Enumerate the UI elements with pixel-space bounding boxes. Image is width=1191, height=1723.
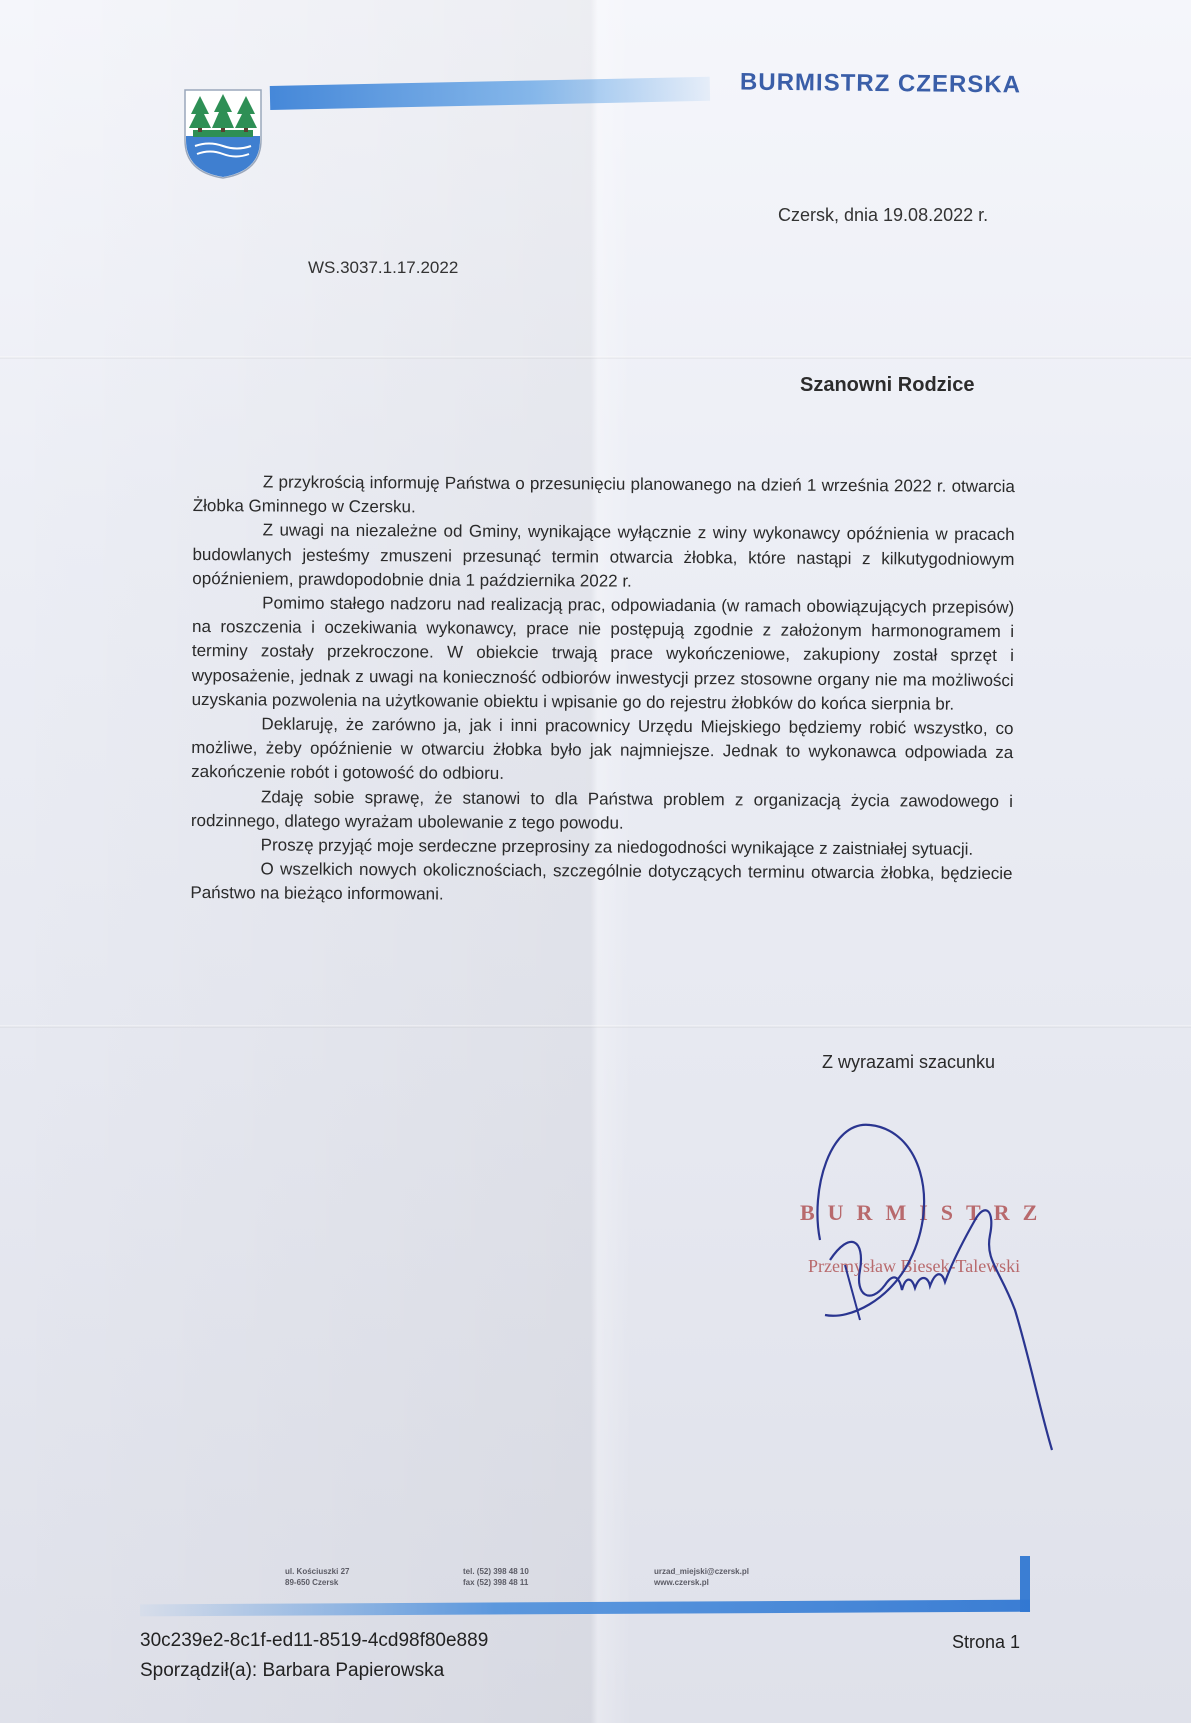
coat-of-arms-icon (183, 88, 263, 180)
footer-address (285, 1566, 349, 1588)
paragraph: Zdaję sobie sprawę, że stanowi to dla Państwa problem z organizacją życia zawodowego i rodzinnego, dlatego wyrażam ubolewanie z tego powodu. (190, 787, 1014, 833)
paragraph: Deklaruję, że zarówno ja, jak i inni pracownicy Urzędu Miejskiego będziemy robić wszystko, co możliwe, żeby opóźnienie w otwarciu żłobka było jak najmniejsze. Jednak to wykonawca odpowiada za zakończenie robót i gotowość do odbioru. (191, 714, 1014, 784)
issuer-title: BURMISTRZ CZERSKA (739, 68, 1022, 99)
handwritten-signature-icon (790, 1110, 1070, 1460)
paragraph: Proszę przyjąć moje serdeczne przeprosiny za niedogodności wynikające z zaistniałej sytuacji. (260, 835, 974, 859)
salutation: Szanowni Rodzice (800, 374, 975, 396)
footer-address-street: ul. Kościuszki 27 (285, 1567, 350, 1576)
paragraph: Z przykrością informuję Państwa o przesunięciu planowanego na dzień 1 września 2022 r. otwarcia Żłobka Gminnego w Czersku. (192, 472, 1015, 517)
footer-website: www.czersk.pl (654, 1578, 709, 1587)
footer-address-city: 89-650 Czersk (285, 1578, 339, 1587)
footer-tel: tel. (52) 398 48 10 (463, 1567, 529, 1576)
paragraph: Pomimo stałego nadzoru nad realizacją prac, odpowiadania (w ramach obowiązujących przepisów) na roszczenia i oczekiwania wykonawcy, prace nie postępują zgodnie z założonym harmonogramem i terminy zostały przekroczone. W obiekcie trwają prace wykończeniowe, zakupiony został sprzęt i wyposażenie, jednak z uwagi na konieczność odbiorów inwestycji przez stosowne organy nie ma możliwości uzyskania pozwolenia na użytkowanie obiektu i wpisanie go do rejestru żłobków do końca sierpnia br. (191, 593, 1015, 714)
footer-fax: fax (52) 398 48 11 (463, 1578, 529, 1587)
reference-number: WS.3037.1.17.2022 (308, 258, 459, 277)
footer-accent-bar (140, 1600, 1030, 1617)
letter-body (190, 470, 1015, 911)
stamp-title: BURMISTRZ (800, 1200, 1051, 1225)
closing-phrase: Z wyrazami szacunku (822, 1052, 996, 1072)
page-number: Strona 1 (952, 1632, 1021, 1652)
header-accent-bar (270, 77, 710, 110)
paper-fold (0, 356, 1191, 359)
paragraph: O wszelkich nowych okolicznościach, szczególnie dotyczących terminu otwarcia żłobka, będziecie Państwo na bieżąco informowani. (190, 859, 1013, 904)
paper-fold (0, 1025, 1191, 1028)
footer-email: urzad_miejski@czersk.pl (654, 1567, 749, 1576)
footer-phone (463, 1566, 529, 1588)
letter-date: Czersk, dnia 19.08.2022 r. (778, 205, 989, 225)
footer-contact (654, 1566, 749, 1588)
stamp-name: Przemysław Biesek-Talewski (808, 1256, 1021, 1276)
paragraph: Z uwagi na niezależne od Gminy, wynikające wyłącznie z winy wykonawcy opóźnienia w pracach budowlanych jesteśmy zmuszeni przesunąć termin otwarcia żłobka, które nastąpi z kilkutygodniowym opóźnieniem, prawdopodobnie dnia 1 października 2022 r. (192, 520, 1015, 591)
document-id: 30c239e2-8c1f-ed11-8519-4cd98f80e889 (140, 1630, 489, 1651)
prepared-by: Sporządził(a): Barbara Papierowska (140, 1660, 445, 1681)
